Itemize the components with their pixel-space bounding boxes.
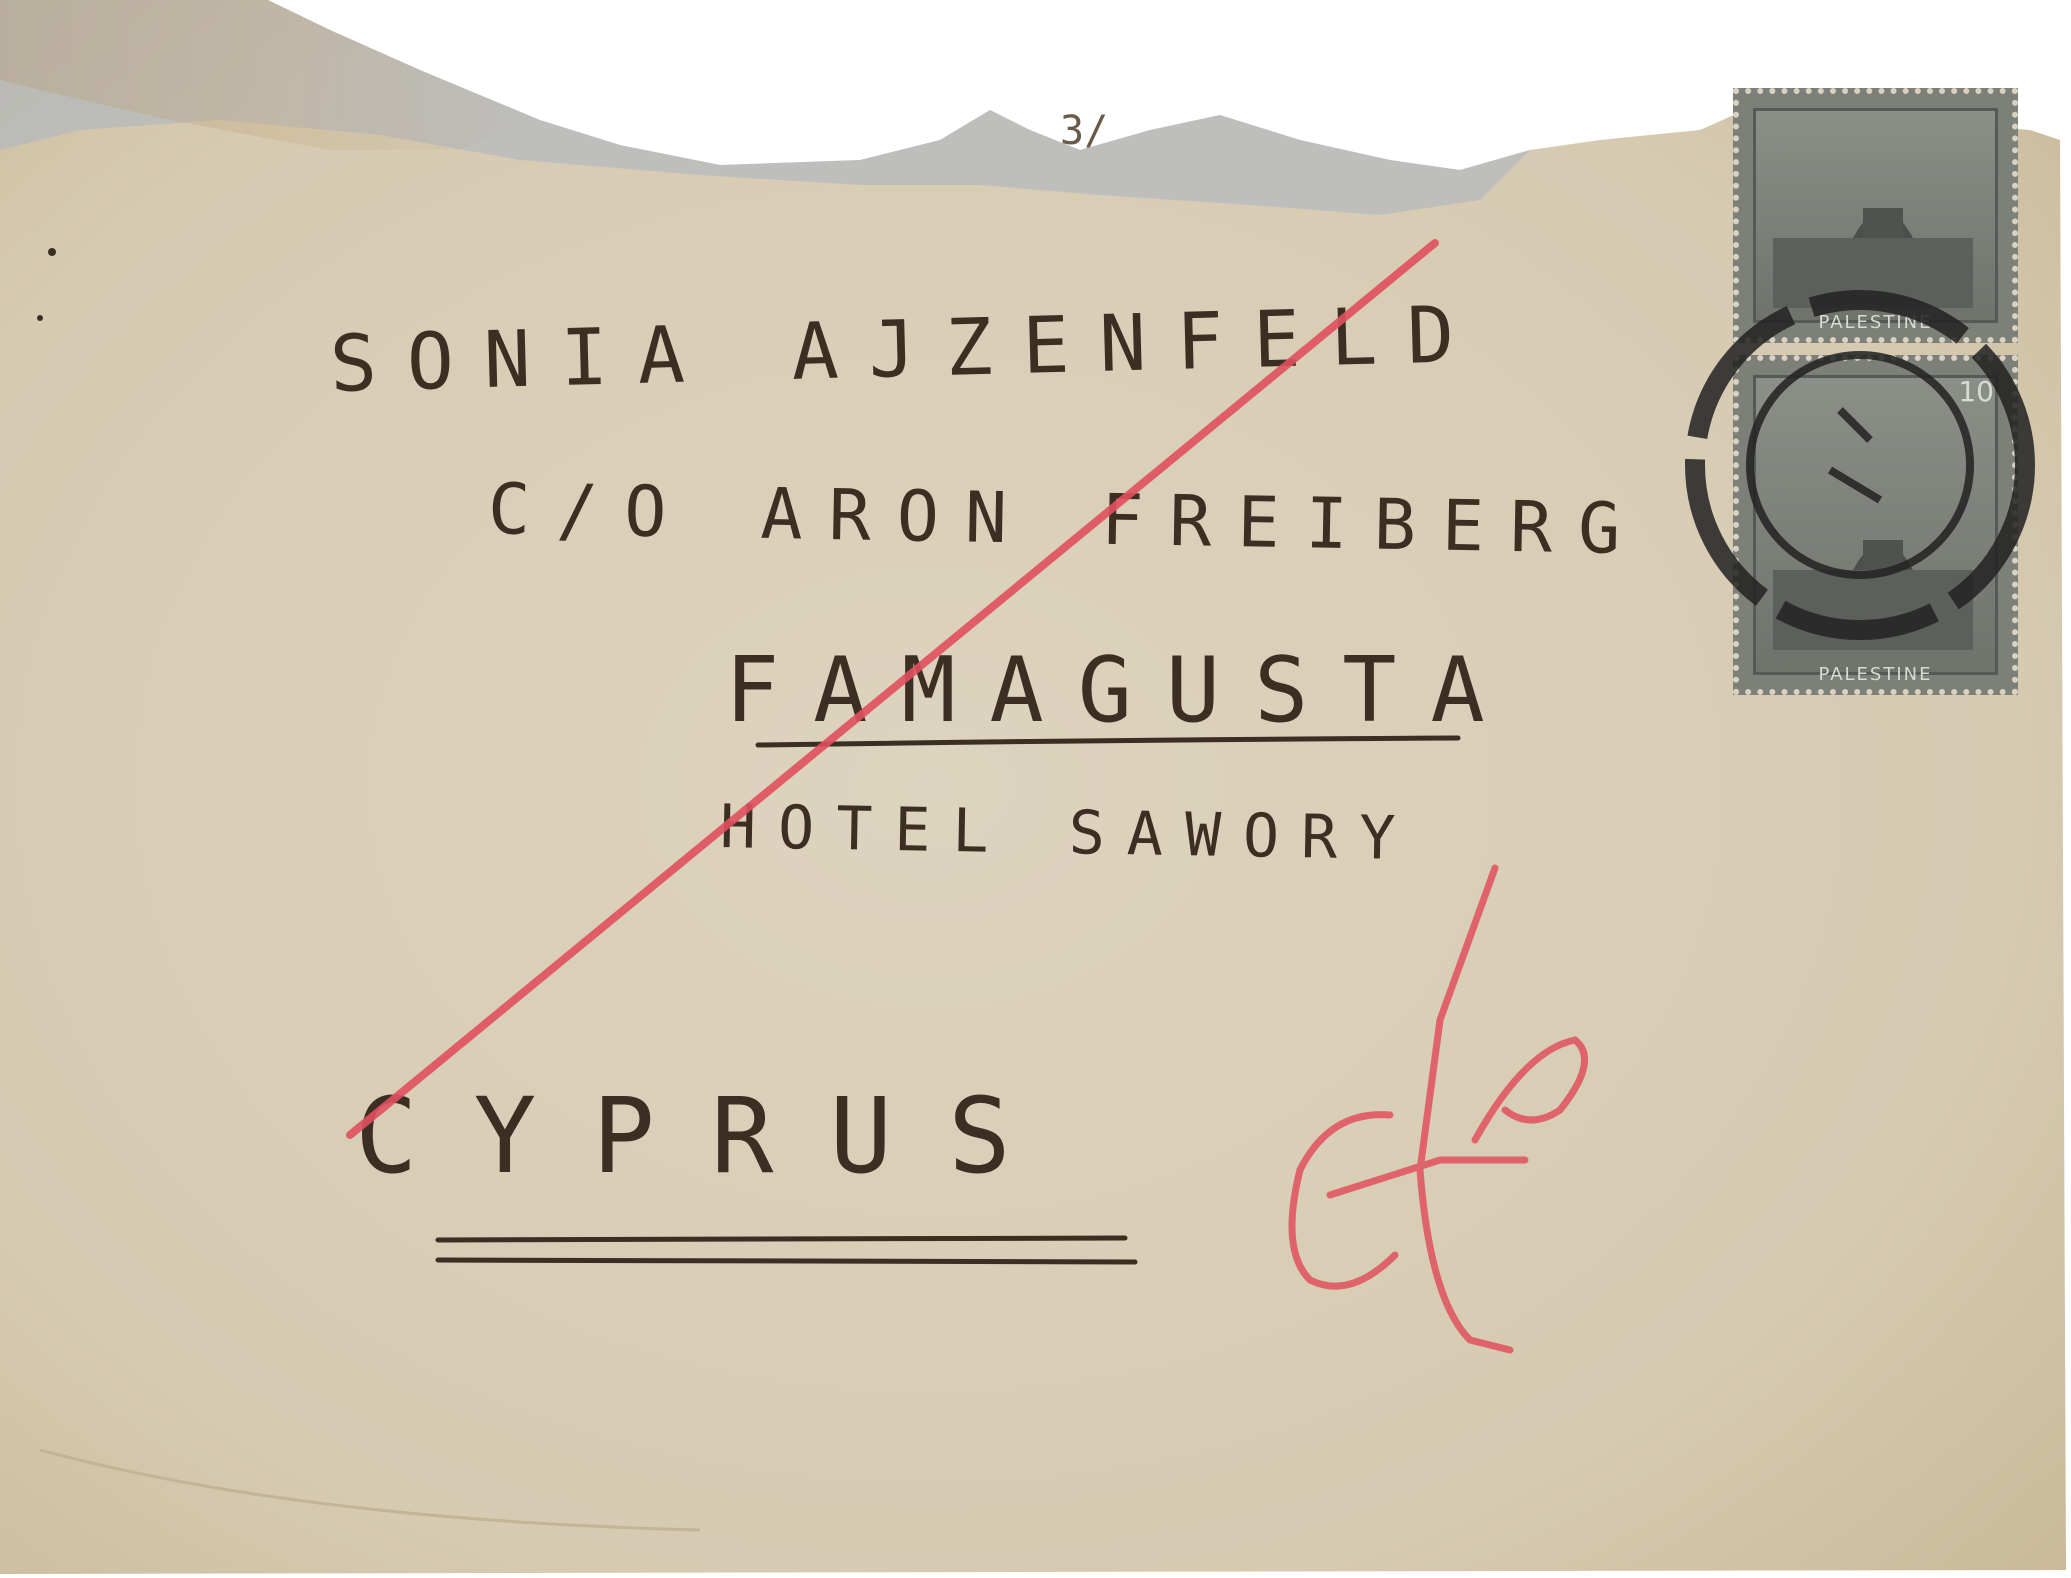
dome-of-rock-icon <box>1733 88 2018 343</box>
postage-stamp-top <box>1733 88 2018 343</box>
care-of-line: C/O ARON FREIBERG <box>487 468 1647 571</box>
recipient-name: SONIA AJZENFELD <box>328 289 1486 410</box>
stamp-denomination: 10 <box>1958 375 1994 408</box>
stamp-country: PALESTINE <box>1818 312 1933 333</box>
stamp-country: PALESTINE <box>1818 664 1933 685</box>
postage-stamp-bottom <box>1733 355 2018 695</box>
top-note: 3/ <box>1060 108 1109 154</box>
hotel-line: HOTEL SAWORY <box>719 792 1418 875</box>
country-line: CYPRUS <box>355 1075 1067 1197</box>
city-line: FAMAGUSTA <box>725 638 1519 743</box>
